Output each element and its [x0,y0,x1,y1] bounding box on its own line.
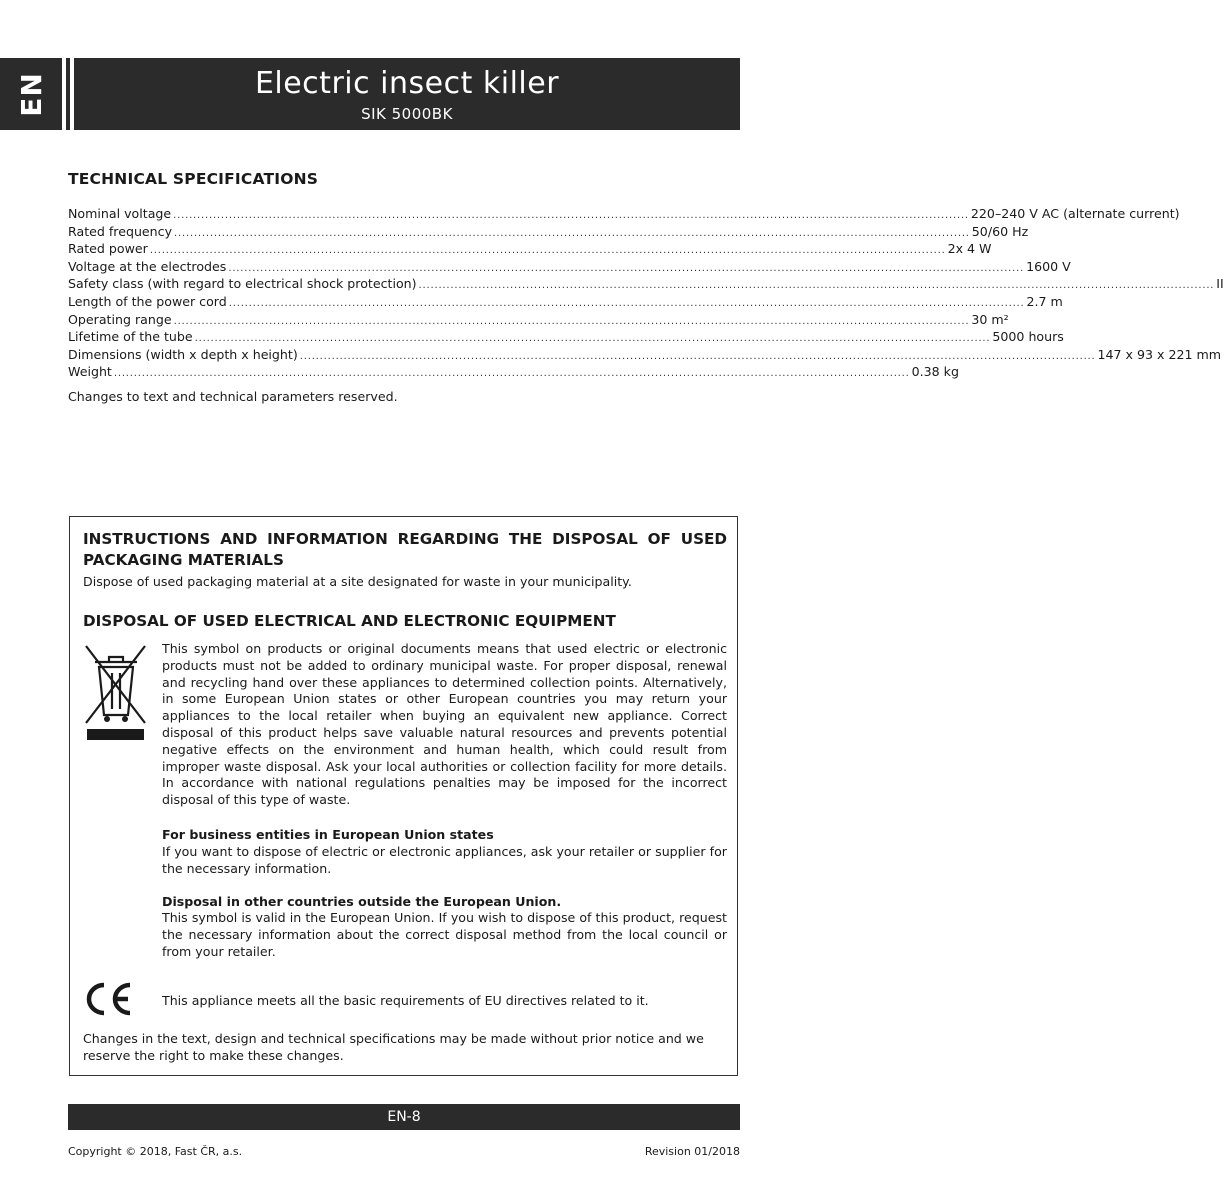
spec-value: II [1216,276,1224,292]
spec-row [68,223,1029,241]
changes-disclaimer-text: Changes in the text, design and technical specifications may be made without prior notice and we reserve the right to make these changes. [83,1031,704,1063]
spec-label: Operating range [68,311,172,327]
ce-mark-icon [82,981,134,1017]
spec-leader-dots: ........................................................................................................................................................................................................ [113,368,910,380]
spec-label: Rated power [68,241,148,257]
document-title: Electric insect killer [254,66,560,101]
page-number: EN-8 [387,1109,421,1125]
spec-leader-dots: ........................................................................................................................................................................................................ [174,227,970,239]
revision-text: Revision 01/2018 [644,1145,740,1158]
spec-label: Rated frequency [68,223,173,239]
spec-leader-dots: ........................................................................................................................................................................................................ [228,297,1025,309]
spec-leader-dots: ........................................................................................................................................................................................................ [194,333,991,345]
spec-value: 0.38 kg [911,364,959,380]
business-entities-heading: For business entities in European Union states [162,827,494,842]
spec-leader-dots: ........................................................................................................................................................................................................ [149,245,946,257]
spec-value: 1600 V [1026,258,1071,274]
packaging-disposal-heading: INSTRUCTIONS AND INFORMATION REGARDING THE DISPOSAL OF USED PACKAGING MATERIALS [83,530,727,569]
page-number-bar [68,1104,740,1130]
spec-row [68,205,1180,223]
spec-value: 2.7 m [1026,293,1063,309]
spec-row [68,258,1071,276]
weee-disposal-text: This symbol on products or original documents means that used electric or electronic products must not be added to ordinary municipal waste. For proper disposal, renewal and recycling hand over these appliances to determined collection points. Alternatively, in some European Union states or other European countries you may return your appliances to the local retailer when buying an equivalent new appliance. Correct disposal of this product helps save valuable natural resources and prevents potential negative effects on the environment and human health, which could result from improper waste disposal. Ask your local authorities or collection facility for more details. In accordance with national regulations penalties may be imposed for the incorrect disposal of this type of waste. [162,641,727,808]
spec-label: Weight [68,364,112,380]
spec-label: Dimensions (width x depth x height) [68,346,298,362]
ce-conformity-text: This appliance meets all the basic requirements of EU directives related to it. [162,993,649,1008]
language-tab-label: EN [14,71,48,117]
spec-row [68,346,1222,364]
spec-label: Nominal voltage [68,206,172,221]
weee-disposal-heading: DISPOSAL OF USED ELECTRICAL AND ELECTRONIC EQUIPMENT [83,612,616,630]
outside-eu-heading: Disposal in other countries outside the European Union. [162,894,562,909]
spec-label: Safety class (with regard to electrical shock protection) [68,276,417,292]
spec-value: 30 m² [971,311,1009,327]
header-divider-strip [66,58,70,130]
spec-row [68,311,1009,329]
weee-solid-bar [87,729,144,740]
spec-value: 5000 hours [992,329,1064,345]
spec-row [68,240,992,258]
outside-eu-text: This symbol is valid in the European Union. If you wish to dispose of this product, request the necessary information about the correct disposal method from the local council or from your retailer. [162,910,727,959]
spec-row [68,328,1064,346]
spec-label: Length of the power cord [68,293,227,309]
spec-label: Lifetime of the tube [68,329,193,345]
spec-row [68,293,1063,311]
spec-leader-dots: ........................................................................................................................................................................................................ [173,210,969,221]
packaging-disposal-text: Dispose of used packaging material at a site designated for waste in your municipality. [83,574,632,589]
disposal-info-box [69,516,738,1076]
spec-leader-dots: ........................................................................................................................................................................................................ [228,262,1025,274]
specs-reserved-note: Changes to text and technical parameters reserved. [68,389,398,404]
spec-row [68,275,1224,293]
model-number: SIK 5000BK [361,105,453,123]
crossed-out-bin-icon [83,643,149,727]
spec-value: 220–240 V AC (alternate current) [970,206,1180,221]
spec-leader-dots: ........................................................................................................................................................................................................ [418,280,1215,292]
business-entities-text: If you want to dispose of electric or electronic appliances, ask your retailer or supplier for the necessary information. [162,844,727,876]
specs-heading: TECHNICAL SPECIFICATIONS [68,170,319,188]
header-bar [74,58,740,130]
spec-value: 2x 4 W [947,241,992,257]
spec-leader-dots: ........................................................................................................................................................................................................ [173,315,970,327]
language-tab [0,58,62,130]
spec-label: Voltage at the electrodes [68,258,227,274]
spec-leader-dots: ........................................................................................................................................................................................................ [299,350,1096,362]
spec-value: 50/60 Hz [971,223,1029,239]
copyright-text: Copyright © 2018, Fast ČR, a.s. [68,1145,243,1158]
spec-value: 147 x 93 x 221 mm [1097,346,1222,362]
spec-row [68,363,959,381]
specs-list [68,205,1224,381]
